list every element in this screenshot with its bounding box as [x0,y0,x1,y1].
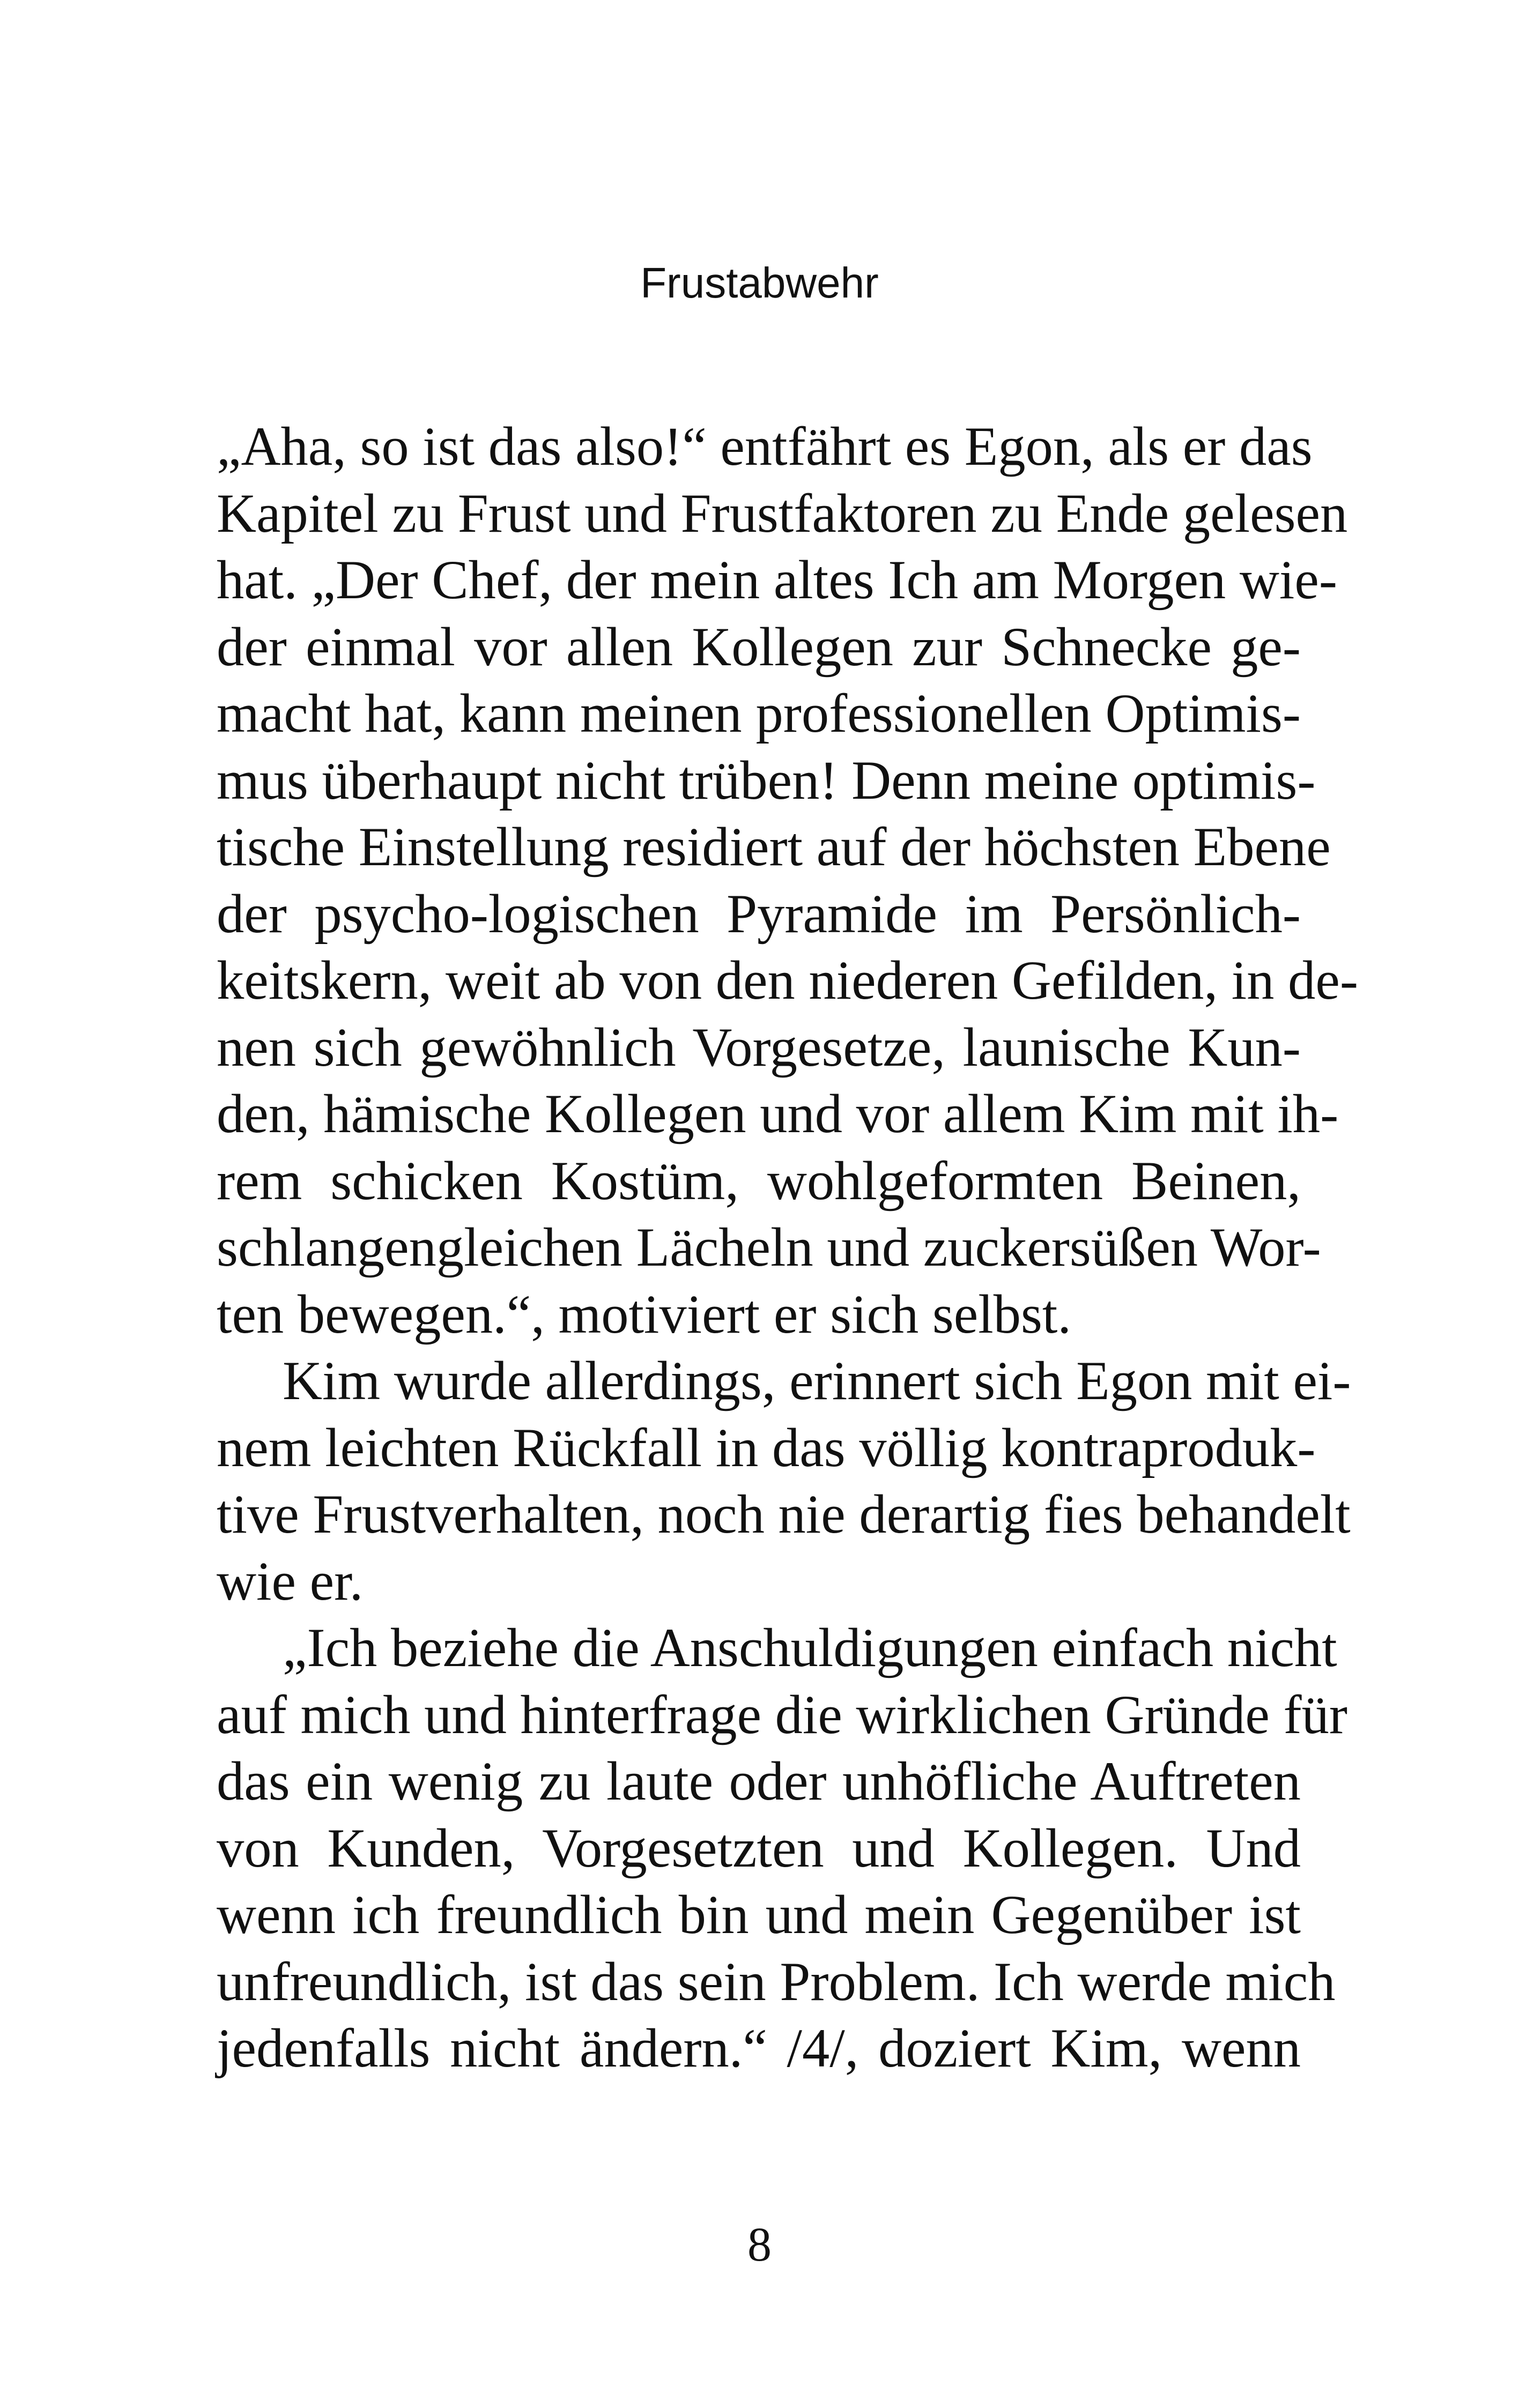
text-line: wie er. [217,1551,364,1612]
text-line: wenn ich freundlich bin und mein Gegenüber ist [217,1885,1301,1945]
text-line: das ein wenig zu laute oder unhöfliche Auftreten [217,1751,1301,1812]
paragraph-2 [217,1348,1351,1615]
text-line: unfreundlich, ist das sein Problem. Ich werde mich [217,1951,1336,2012]
text-line: jedenfalls nicht ändern.“ /4/, doziert Kim, wenn [217,2018,1301,2079]
text-line: auf mich und hinterfrage die wirklichen Gründe für [217,1684,1348,1745]
text-line: Kapitel zu Frust und Frustfaktoren zu Ende gelesen [217,483,1348,544]
text-line: nen sich gewöhnlich Vorgesetze, launische Kun- [217,1017,1301,1078]
text-line: keitskern, weit ab von den niederen Gefilden, in de- [217,950,1358,1011]
text-line: Kim wurde allerdings, erinnert sich Egon mit ei- [283,1351,1351,1411]
paragraph-1 [217,414,1358,1348]
text-line: rem schicken Kostüm, wohlgeformten Beinen, [217,1150,1301,1212]
text-line: der psycho-logischen Pyramide im Persönlich- [217,883,1301,945]
running-head: Frustabwehr [640,259,879,307]
text-line: der einmal vor allen Kollegen zur Schnecke ge- [217,616,1301,678]
text-line: schlangengleichen Lächeln und zuckersüßen Wor- [217,1217,1321,1278]
text-line: von Kunden, Vorgesetzten und Kollegen. Und [217,1818,1301,1879]
text-line: „Ich beziehe die Anschuldigungen einfach nicht [283,1618,1337,1678]
paragraph-3 [217,1615,1348,2083]
text-line: tive Frustverhalten, noch nie derartig fies behandelt [217,1484,1351,1545]
body-text [217,414,1358,2083]
text-line: den, hämische Kollegen und vor allem Kim mit ih- [217,1084,1339,1144]
text-line: mus überhaupt nicht trüben! Denn meine optimis- [217,750,1316,811]
text-line: „Aha, so ist das also!“ entfährt es Egon, als er das [217,417,1313,477]
text-line: tische Einstellung residiert auf der höchsten Ebene [217,817,1331,878]
page-number: 8 [747,2218,772,2271]
text-line: ten bewegen.“, motiviert er sich selbst. [217,1284,1071,1345]
text-line: hat. „Der Chef, der mein altes Ich am Morgen wie- [217,550,1338,611]
text-line: nem leichten Rückfall in das völlig kontraproduk- [217,1417,1316,1478]
text-line: macht hat, kann meinen professionellen Optimis- [217,683,1301,744]
